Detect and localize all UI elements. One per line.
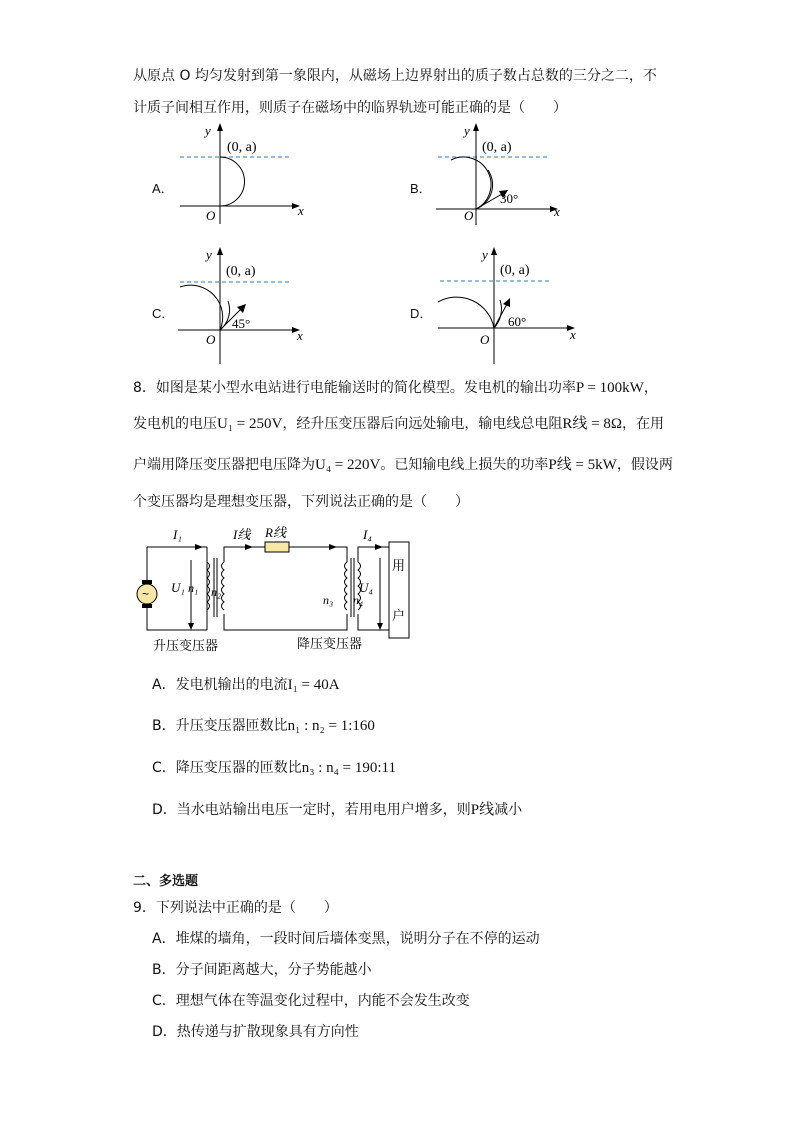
point-label: (0, a) bbox=[227, 140, 257, 155]
y-axis-label: y bbox=[206, 247, 212, 262]
q8-option-c: C．降压变压器的匝数比n₃ : n₄ = 190:11 bbox=[152, 760, 396, 776]
q7-option-c-label: C． bbox=[152, 306, 175, 321]
point-label: (0, a) bbox=[482, 140, 512, 155]
q9-option-a: A．堆煤的墙角，一段时间后墙体变黑，说明分子在不停的运动 bbox=[152, 931, 540, 947]
angle-label: 60° bbox=[508, 314, 527, 329]
q9-option-b: B．分子间距离越大，分子势能越小 bbox=[152, 962, 372, 978]
y-axis-label: y bbox=[464, 123, 470, 138]
u4-label: U₄ bbox=[359, 580, 373, 595]
user-label-top: 用 bbox=[392, 559, 406, 574]
q8-option-a: A．发电机输出的电流I₁ = 40A bbox=[152, 677, 340, 693]
q7-option-b-label: B． bbox=[410, 181, 432, 196]
i1-label: I₁ bbox=[173, 527, 182, 542]
q8-option-b: B．升压变压器匝数比n₁ : n₂ = 1:160 bbox=[152, 718, 375, 734]
q8-circuit-diagram bbox=[125, 522, 425, 660]
origin-label: O bbox=[206, 208, 216, 223]
y-axis-label: y bbox=[482, 247, 488, 262]
q7-option-a-diagram bbox=[170, 120, 320, 225]
origin-label: O bbox=[480, 332, 490, 347]
q7-option-d-label: D． bbox=[410, 306, 433, 321]
q7-stem-line-2: 计质子间相互作用，则质子在磁场中的临界轨迹可能正确的是（ ） bbox=[133, 100, 567, 116]
user-label-bottom: 户 bbox=[392, 609, 406, 624]
q8-stem-line-3: 户端用降压变压器把电压降为U₄ = 220V。已知输电线上损失的功率P线 = 5kW，假设两 bbox=[133, 457, 673, 473]
q9-option-c: C．理想气体在等温变化过程中，内能不会发生改变 bbox=[152, 993, 470, 1009]
q8-stem-line-4: 个变压器均是理想变压器，下列说法正确的是（ ） bbox=[133, 494, 469, 510]
y-axis-label: y bbox=[205, 123, 211, 138]
x-axis-label: x bbox=[570, 327, 576, 342]
x-axis-label: x bbox=[298, 203, 304, 218]
step-down-caption: 降压变压器 bbox=[297, 637, 363, 652]
q8-option-d: D．当水电站输出电压一定时，若用电用户增多，则P线减小 bbox=[152, 802, 523, 818]
n3-label: n₃ bbox=[323, 593, 334, 607]
q8-stem-line-2: 发电机的电压U₁ = 250V，经升压变压器后向远处输电，输电线总电阻R线 = 8Ω，在用 bbox=[133, 416, 664, 432]
q7-stem-line-1: 从原点 O 均匀发射到第一象限内，从磁场上边界射出的质子数占总数的三分之二，不 bbox=[133, 68, 657, 84]
resistor-icon bbox=[265, 542, 289, 552]
angle-label: 45° bbox=[232, 316, 251, 331]
iline-label: I线 bbox=[233, 527, 251, 542]
i4-label: I₄ bbox=[363, 527, 372, 542]
n1-label: n₁ bbox=[188, 581, 199, 595]
q7-option-c-diagram bbox=[170, 244, 320, 364]
generator-symbol: ~ bbox=[142, 587, 150, 601]
q7-option-d-diagram bbox=[430, 244, 580, 364]
point-label: (0, a) bbox=[226, 264, 256, 279]
origin-label: O bbox=[464, 208, 474, 223]
x-axis-label: x bbox=[554, 204, 560, 219]
section-title: 二、多选题 bbox=[133, 874, 199, 889]
angle-label: 30° bbox=[500, 191, 519, 206]
q8-stem-line-1: 8．如图是某小型水电站进行电能输送时的简化模型。发电机的输出功率P = 100kW， bbox=[133, 380, 658, 396]
u1-label: U₁ bbox=[171, 580, 185, 595]
q7-option-a-label: A． bbox=[152, 181, 174, 196]
n4-label: n₄ bbox=[353, 593, 364, 607]
x-axis-label: x bbox=[297, 328, 303, 343]
point-label: (0, a) bbox=[500, 263, 530, 278]
n2-label: n₂ bbox=[211, 585, 222, 599]
q7-option-b-diagram bbox=[428, 120, 578, 225]
origin-label: O bbox=[206, 332, 216, 347]
rline-label: R线 bbox=[265, 525, 286, 540]
q9-stem: 9．下列说法中正确的是（ ） bbox=[133, 900, 338, 916]
step-up-caption: 升压变压器 bbox=[153, 639, 219, 654]
q9-option-d: D．热传递与扩散现象具有方向性 bbox=[152, 1024, 359, 1040]
